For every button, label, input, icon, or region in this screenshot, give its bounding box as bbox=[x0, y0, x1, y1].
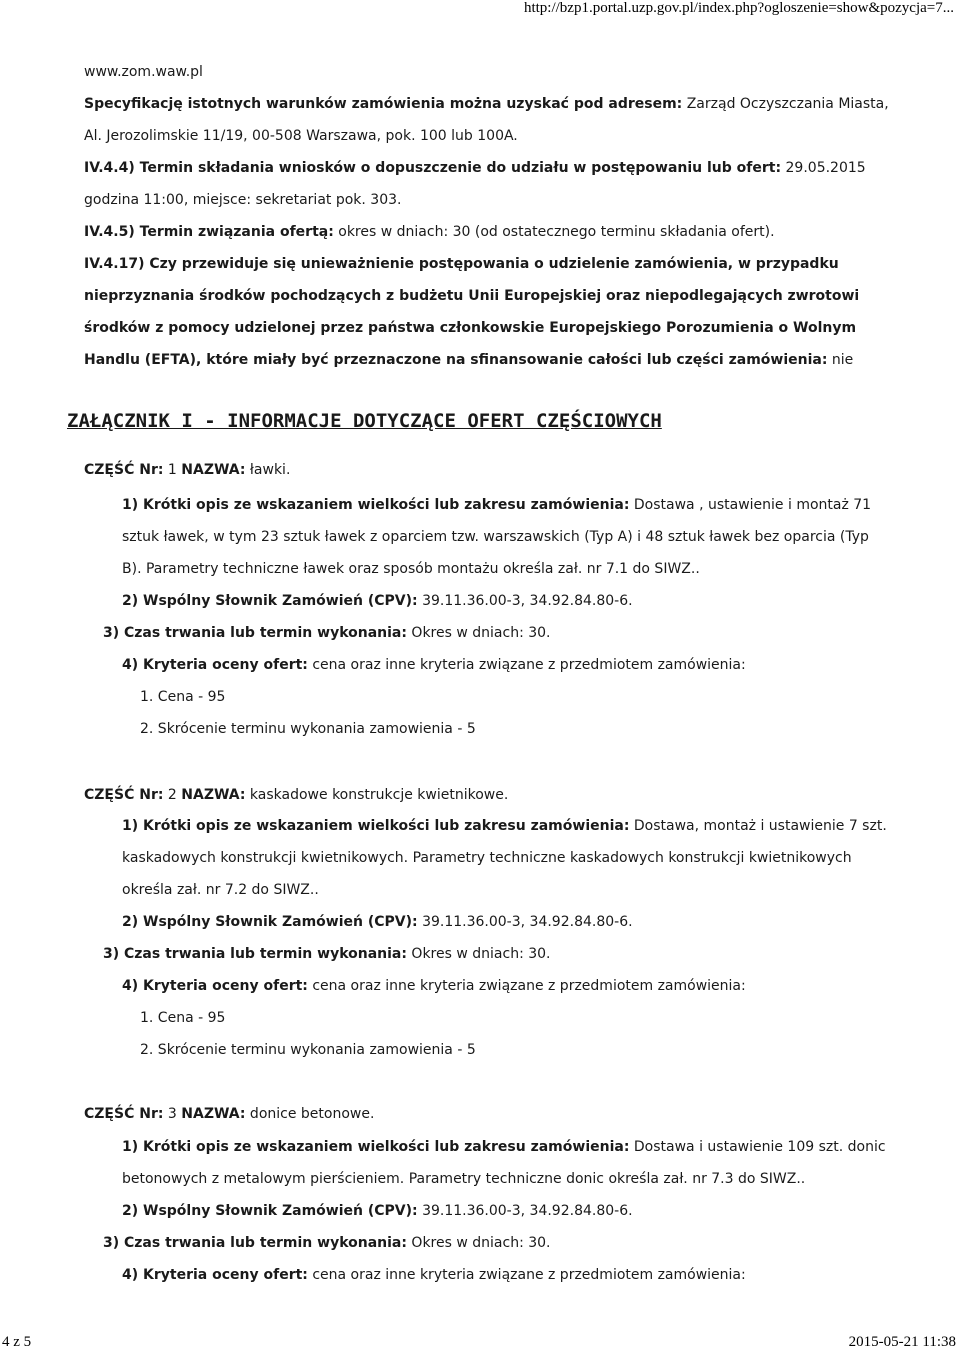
part-1-desc-3: B). Parametry techniczne ławek oraz sposób montażu określa zał. nr 7.1 do SIWZ.. bbox=[122, 561, 700, 577]
part-2-crit-2: 2. Skrócenie terminu wykonania zamowienia - 5 bbox=[140, 1042, 476, 1058]
criteria-value: cena oraz inne kryteria związane z przedmiotem zamówienia: bbox=[307, 978, 746, 994]
time-value: Okres w dniach: 30. bbox=[406, 946, 551, 962]
iv45-label: IV.4.5) Termin związania ofertą: bbox=[84, 224, 334, 240]
iv45-value: okres w dniach: 30 (od ostatecznego terminu składania ofert). bbox=[333, 224, 775, 240]
part-3-desc-1 bbox=[122, 1137, 886, 1157]
part-1-criteria bbox=[122, 655, 746, 675]
criteria-value: cena oraz inne kryteria związane z przedmiotem zamówienia: bbox=[307, 657, 746, 673]
part-1-cpv bbox=[122, 591, 633, 611]
spec-value-2: Al. Jerozolimskie 11/19, 00-508 Warszawa, pok. 100 lub 100A. bbox=[84, 128, 518, 144]
part-2-criteria bbox=[122, 976, 746, 996]
cpv-label: 2) Wspólny Słownik Zamówień (CPV): bbox=[122, 914, 418, 930]
part-3-header bbox=[84, 1104, 374, 1124]
part-1-header bbox=[84, 460, 290, 480]
part-2-desc-1 bbox=[122, 816, 887, 836]
iv44-value-2: godzina 11:00, miejsce: sekretariat pok. 303. bbox=[84, 192, 402, 208]
part-name-label: NAZWA: bbox=[181, 462, 246, 478]
part-nr-value: 1 bbox=[163, 462, 182, 478]
part-1-crit-2: 2. Skrócenie terminu wykonania zamowienia - 5 bbox=[140, 721, 476, 737]
iv417-line-4 bbox=[84, 350, 853, 370]
iv417-line-2: nieprzyznania środków pochodzących z budżetu Unii Europejskiej oraz niepodlegających zwrotowi bbox=[84, 288, 860, 304]
annex-title: ZAŁĄCZNIK I - INFORMACJE DOTYCZĄCE OFERT CZĘŚCIOWYCH bbox=[67, 410, 662, 432]
part-3-desc-2: betonowych z metalowym pierścieniem. Parametry techniczne donic określa zał. nr 7.3 do SIWZ.. bbox=[122, 1171, 806, 1187]
part-name-value: kaskadowe konstrukcje kwietnikowe. bbox=[245, 787, 509, 803]
cpv-value: 39.11.36.00-3, 34.92.84.80-6. bbox=[417, 914, 633, 930]
website-link[interactable]: www.zom.waw.pl bbox=[84, 64, 203, 80]
cpv-value: 39.11.36.00-3, 34.92.84.80-6. bbox=[417, 1203, 633, 1219]
spec-line-1 bbox=[84, 94, 889, 114]
part-2-header bbox=[84, 785, 508, 805]
part-nr-label: CZĘŚĆ Nr: bbox=[84, 462, 164, 478]
part-name-value: donice betonowe. bbox=[245, 1106, 375, 1122]
iv45-line bbox=[84, 222, 775, 242]
cpv-label: 2) Wspólny Słownik Zamówień (CPV): bbox=[122, 593, 418, 609]
page-url: http://bzp1.portal.uzp.gov.pl/index.php?ogloszenie=show&pozycja=7... bbox=[523, 0, 954, 16]
part-nr-value: 3 bbox=[163, 1106, 182, 1122]
part-name-label: NAZWA: bbox=[181, 787, 246, 803]
iv417-value: nie bbox=[827, 352, 854, 368]
desc-value: Dostawa, montaż i ustawienie 7 szt. bbox=[629, 818, 887, 834]
part-1-time bbox=[103, 623, 551, 643]
part-2-time bbox=[103, 944, 551, 964]
time-label: 3) Czas trwania lub termin wykonania: bbox=[103, 1235, 407, 1251]
iv417-line-4-text: Handlu (EFTA), które miały być przeznaczone na sfinansowanie całości lub części zamówienia: bbox=[84, 352, 828, 368]
desc-label: 1) Krótki opis ze wskazaniem wielkości lub zakresu zamówienia: bbox=[122, 818, 630, 834]
page-number: 4 z 5 bbox=[2, 1334, 32, 1350]
criteria-label: 4) Kryteria oceny ofert: bbox=[122, 1267, 308, 1283]
iv44-value-1: 29.05.2015 bbox=[781, 160, 866, 176]
part-nr-value: 2 bbox=[163, 787, 182, 803]
criteria-label: 4) Kryteria oceny ofert: bbox=[122, 657, 308, 673]
criteria-label: 4) Kryteria oceny ofert: bbox=[122, 978, 308, 994]
time-value: Okres w dniach: 30. bbox=[406, 625, 551, 641]
desc-label: 1) Krótki opis ze wskazaniem wielkości lub zakresu zamówienia: bbox=[122, 497, 630, 513]
part-nr-label: CZĘŚĆ Nr: bbox=[84, 1106, 164, 1122]
iv44-line-1 bbox=[84, 158, 866, 178]
part-3-time bbox=[103, 1233, 551, 1253]
part-1-desc-1 bbox=[122, 495, 871, 515]
spec-label: Specyfikację istotnych warunków zamówienia można uzyskać pod adresem: bbox=[84, 96, 683, 112]
part-nr-label: CZĘŚĆ Nr: bbox=[84, 787, 164, 803]
part-name-value: ławki. bbox=[245, 462, 291, 478]
time-label: 3) Czas trwania lub termin wykonania: bbox=[103, 946, 407, 962]
print-datetime: 2015-05-21 11:38 bbox=[848, 1334, 956, 1350]
criteria-value: cena oraz inne kryteria związane z przedmiotem zamówienia: bbox=[307, 1267, 746, 1283]
part-1-crit-1: 1. Cena - 95 bbox=[140, 689, 226, 705]
part-3-cpv bbox=[122, 1201, 633, 1221]
cpv-value: 39.11.36.00-3, 34.92.84.80-6. bbox=[417, 593, 633, 609]
part-2-crit-1: 1. Cena - 95 bbox=[140, 1010, 226, 1026]
iv417-line-1: IV.4.17) Czy przewiduje się unieważnienie postępowania o udzielenie zamówienia, w przypadku bbox=[84, 256, 839, 272]
iv417-line-3: środków z pomocy udzielonej przez państwa członkowskie Europejskiego Porozumienia o Wolnym bbox=[84, 320, 857, 336]
part-2-desc-2: kaskadowych konstrukcji kwietnikowych. Parametry techniczne kaskadowych konstrukcji kwietnikowych bbox=[122, 850, 852, 866]
iv44-label: IV.4.4) Termin składania wniosków o dopuszczenie do udziału w postępowaniu lub ofert: bbox=[84, 160, 782, 176]
part-3-criteria bbox=[122, 1265, 746, 1285]
time-label: 3) Czas trwania lub termin wykonania: bbox=[103, 625, 407, 641]
time-value: Okres w dniach: 30. bbox=[406, 1235, 551, 1251]
part-2-cpv bbox=[122, 912, 633, 932]
desc-label: 1) Krótki opis ze wskazaniem wielkości lub zakresu zamówienia: bbox=[122, 1139, 630, 1155]
desc-value: Dostawa , ustawienie i montaż 71 bbox=[629, 497, 872, 513]
cpv-label: 2) Wspólny Słownik Zamówień (CPV): bbox=[122, 1203, 418, 1219]
part-2-desc-3: określa zał. nr 7.2 do SIWZ.. bbox=[122, 882, 319, 898]
spec-value-1: Zarząd Oczyszczania Miasta, bbox=[682, 96, 889, 112]
desc-value: Dostawa i ustawienie 109 szt. donic bbox=[629, 1139, 886, 1155]
part-name-label: NAZWA: bbox=[181, 1106, 246, 1122]
part-1-desc-2: sztuk ławek, w tym 23 sztuk ławek z oparciem tzw. warszawskich (Typ A) i 48 sztuk ławek bez oparcia (Typ bbox=[122, 529, 869, 545]
